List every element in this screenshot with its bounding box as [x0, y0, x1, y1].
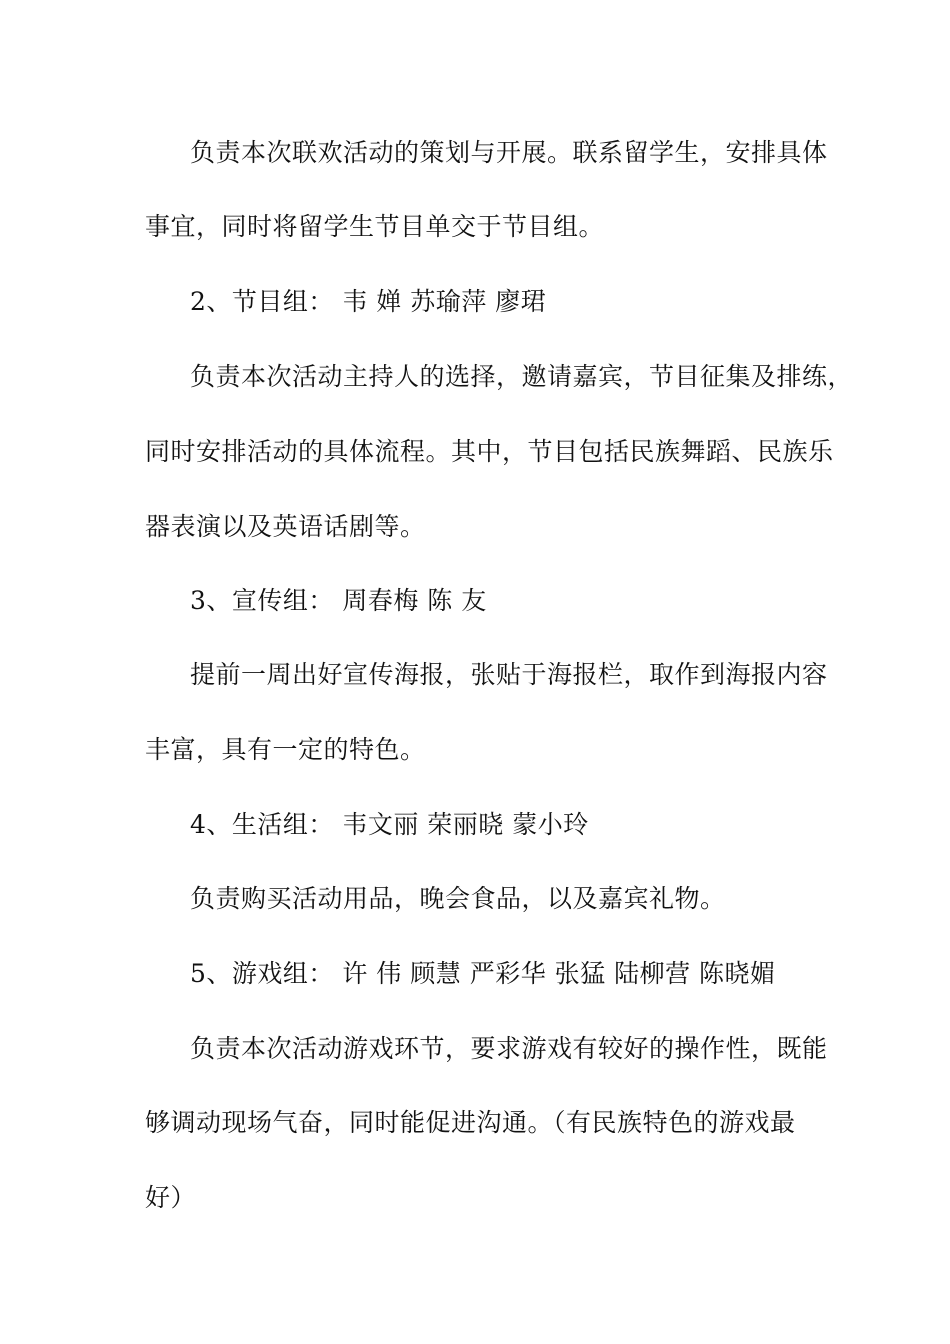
- text-line: 事宜，同时将留学生节目单交于节目组。: [145, 212, 605, 241]
- text-line: 负责本次活动主持人的选择，邀请嘉宾，节目征集及排练，: [190, 362, 854, 391]
- section-heading: 5、游戏组： 许 伟 顾慧 严彩华 张猛 陆柳营 陈晓媚: [190, 959, 776, 988]
- section-heading: 3、宣传组： 周春梅 陈 友: [190, 586, 487, 615]
- section-heading: 4、生活组： 韦文丽 荣丽晓 蒙小玲: [190, 810, 589, 839]
- text-line: 够调动现场气奋，同时能促进沟通。（有民族特色的游戏最: [145, 1108, 796, 1137]
- text-line: 负责本次活动游戏环节，要求游戏有较好的操作性，既能: [190, 1034, 828, 1063]
- text-line: 好）: [145, 1183, 197, 1212]
- text-line: 负责购买活动用品，晚会食品，以及嘉宾礼物。: [190, 884, 726, 913]
- text-line: 负责本次联欢活动的策划与开展。联系留学生，安排具体: [190, 138, 828, 167]
- section-heading: 2、节目组： 韦 婵 苏瑜萍 廖珺: [190, 287, 547, 316]
- text-line: 器表演以及英语话剧等。: [145, 512, 426, 541]
- text-line: 丰富，具有一定的特色。: [145, 735, 426, 764]
- text-line: 同时安排活动的具体流程。其中，节目包括民族舞蹈、民族乐: [145, 437, 834, 466]
- text-line: 提前一周出好宣传海报，张贴于海报栏，取作到海报内容: [190, 660, 828, 689]
